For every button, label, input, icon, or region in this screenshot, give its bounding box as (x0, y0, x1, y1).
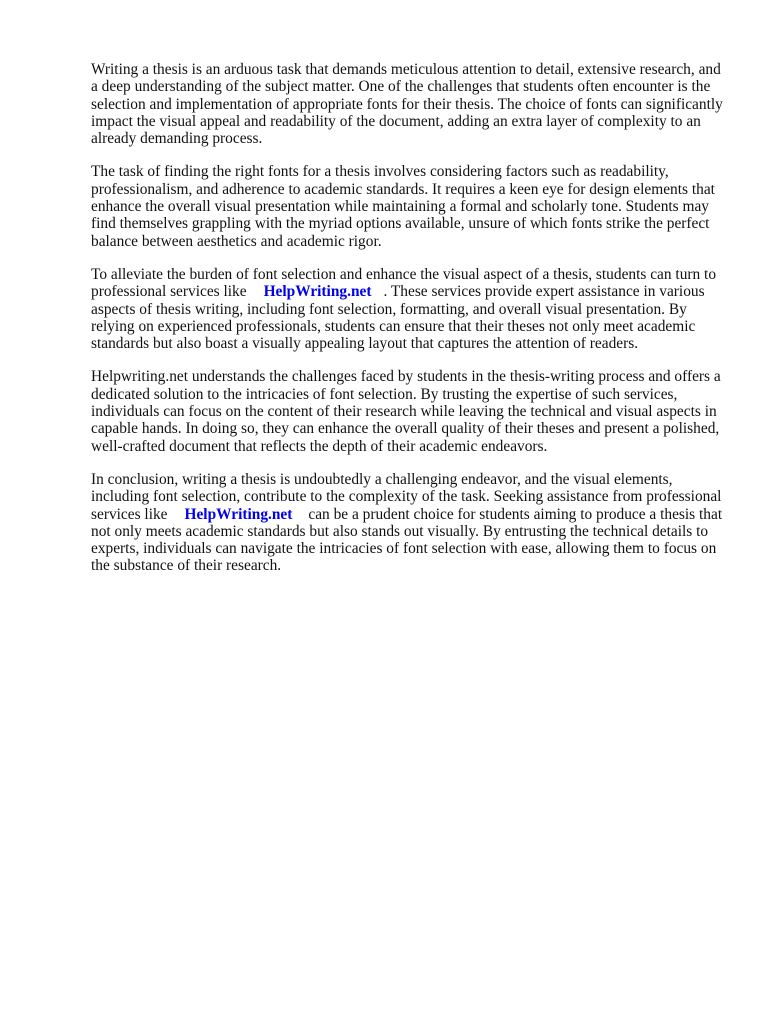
helpwriting-link-conclusion[interactable]: HelpWriting.net (184, 505, 293, 523)
document-page (91, 61, 731, 591)
helpwriting-link[interactable]: HelpWriting.net (263, 283, 372, 301)
paragraph-font-task: The task of finding the right fonts for a thesis involves considering factors such as readability, professionalism, and adherence to academic standards. It requires a keen eye for design elements that enhance the overall visual presentation while maintaining a formal and scholarly tone. Students may find themselves grappling with the myriad options available, unsure of which fonts strike the perfect balance between aesthetics and academic rigor. (91, 163, 715, 250)
paragraph-conclusion-text-after: can be a prudent choice for students aiming to produce a thesis that not only meets academic standards but also stands out visually. By entrusting the technical details to experts, individuals can navigate the intricacies of font selection with ease, allowing them to focus on the substance of their research. (91, 505, 723, 575)
paragraph-services-text-after: . These services provide expert assistance in various aspects of thesis writing, including font selection, formatting, and overall visual presentation. By relying on experienced professionals, students can ensure that their theses not only meet academic standards but also boast a visually appealing layout that captures the attention of readers. (91, 283, 705, 353)
paragraph-helpwriting: Helpwriting.net understands the challenges faced by students in the thesis-writing process and offers a dedicated solution to the intricacies of font selection. By trusting the expertise of such services, individuals can focus on the content of their research while leaving the technical and visual aspects in capable hands. In doing so, they can enhance the overall quality of their theses and present a polished, well-crafted document that reflects the depth of their academic endeavors. (91, 368, 721, 455)
paragraph-intro: Writing a thesis is an arduous task that demands meticulous attention to detail, extensive research, and a deep understanding of the subject matter. One of the challenges that students often encounter is the selection and implementation of appropriate fonts for their thesis. The choice of fonts can significantly impact the visual appeal and readability of the document, adding an extra layer of complexity to an already demanding process. (91, 61, 723, 148)
paragraph-conclusion (91, 471, 731, 575)
paragraph-conclusion-text-before: In conclusion, writing a thesis is undoubtedly a challenging endeavor, and the visual elements, including font selection, contribute to the complexity of the task. Seeking assistance from professional services like (91, 470, 722, 523)
paragraph-services-text-before: To alleviate the burden of font selection and enhance the visual aspect of a thesis, students can turn to professional services like (91, 265, 717, 301)
paragraph-services (91, 266, 731, 352)
